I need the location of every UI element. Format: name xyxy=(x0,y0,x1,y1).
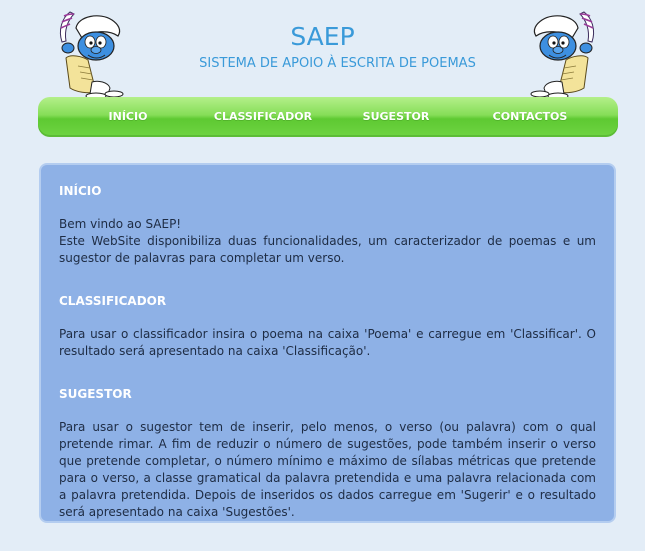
section-heading-inicio: INÍCIO xyxy=(59,184,102,198)
site-title: SAEP xyxy=(290,22,355,51)
section-inicio xyxy=(59,183,596,267)
main-nav xyxy=(38,97,618,137)
nav-item-classificador[interactable]: CLASSIFICADOR xyxy=(213,110,313,123)
nav-item-sugestor[interactable]: SUGESTOR xyxy=(362,110,430,123)
section-classificador xyxy=(59,293,596,360)
nav-item-inicio[interactable]: INÍCIO xyxy=(108,110,148,123)
sugestor-text: Para usar o sugestor tem de inserir, pelo menos, o verso (ou palavra) com o qual pretende rimar. A fim de reduzir o número de sugestões, pode também inserir o verso que pretende completar, o número mínimo e máximo de sílabas métricas que pretende para o verso, a classe gramatical da palavra pretendida e uma palavra relacionada com a palavra pretendida. Depois de inseridos os dados carregue em 'Sugerir' e o resultado será apresentado na caixa 'Sugestões'. xyxy=(59,420,596,519)
section-sugestor xyxy=(59,386,596,521)
header xyxy=(0,0,645,96)
section-heading-classificador: CLASSIFICADOR xyxy=(59,294,167,308)
nav-item-contactos[interactable]: CONTACTOS xyxy=(492,110,568,123)
smurf-with-quill-icon xyxy=(524,8,606,100)
section-heading-sugestor: SUGESTOR xyxy=(59,387,132,401)
welcome-text: Bem vindo ao SAEP! xyxy=(59,217,182,231)
intro-text: Este WebSite disponibiliza duas funcionalidades, um caracterizador de poemas e um sugestor de palavras para completar um verso. xyxy=(59,234,596,265)
classificador-text: Para usar o classificador insira o poema na caixa 'Poema' e carregue em 'Classificar'. O resultado será apresentado na caixa 'Classificação'. xyxy=(59,327,596,358)
content-panel xyxy=(39,163,616,523)
site-subtitle: SISTEMA DE APOIO À ESCRITA DE POEMAS xyxy=(199,56,476,71)
